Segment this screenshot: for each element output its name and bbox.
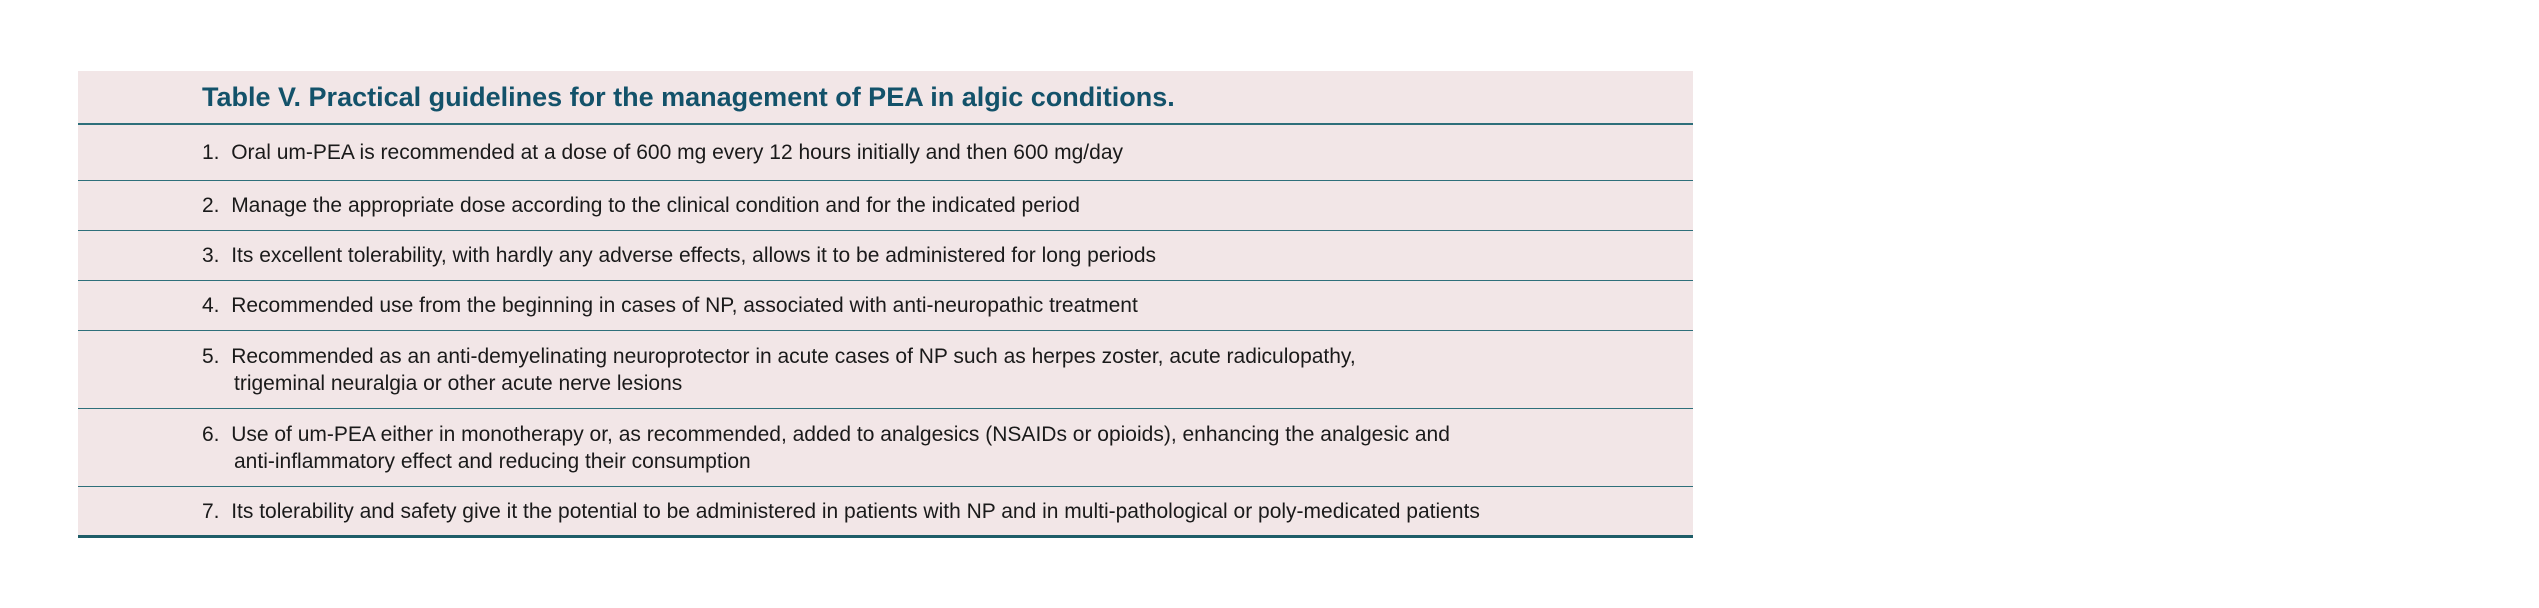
row-text bbox=[202, 139, 1123, 166]
row-line: Its excellent tolerability, with hardly any adverse effects, allows it to be administered for long periods bbox=[231, 244, 1157, 267]
row-line: Its tolerability and safety give it the potential to be administered in patients with NP and in multi-pathological or poly-medicated patients bbox=[231, 499, 1480, 523]
guidelines-table bbox=[78, 71, 1693, 538]
row-number: 2. bbox=[202, 194, 220, 217]
table-row bbox=[78, 281, 1693, 331]
row-line-continuation: trigeminal neuralgia or other acute nerve lesions bbox=[234, 371, 683, 395]
row-text bbox=[202, 192, 1080, 219]
row-number: 7. bbox=[202, 499, 220, 523]
row-text bbox=[202, 242, 1156, 269]
table-row bbox=[78, 487, 1693, 538]
table-row bbox=[78, 409, 1693, 487]
row-number: 4. bbox=[202, 294, 220, 317]
row-number: 6. bbox=[202, 422, 220, 446]
table-title: Table V. Practical guidelines for the management of PEA in algic conditions. bbox=[202, 81, 1175, 112]
row-text bbox=[202, 292, 1138, 319]
row-line: Oral um-PEA is recommended at a dose of 600 mg every 12 hours initially and then 600 mg/day bbox=[231, 141, 1124, 164]
row-line: Recommended use from the beginning in cases of NP, associated with anti-neuropathic treatment bbox=[231, 294, 1138, 317]
table-row bbox=[78, 125, 1693, 181]
row-line-continuation: anti-inflammatory effect and reducing their consumption bbox=[234, 449, 751, 473]
row-line: Use of um-PEA either in monotherapy or, as recommended, added to analgesics (NSAIDs or opioids), enhancing the analgesic and bbox=[231, 422, 1450, 446]
row-number: 3. bbox=[202, 244, 220, 267]
row-line: Manage the appropriate dose according to the clinical condition and for the indicated period bbox=[231, 194, 1080, 217]
table-row bbox=[78, 331, 1693, 409]
row-number: 5. bbox=[202, 344, 220, 368]
row-number: 1. bbox=[202, 141, 220, 164]
row-text bbox=[202, 343, 1356, 397]
table-row bbox=[78, 181, 1693, 231]
table-header bbox=[78, 71, 1693, 125]
row-line: Recommended as an anti-demyelinating neuroprotector in acute cases of NP such as herpes zoster, acute radiculopathy, bbox=[231, 344, 1356, 368]
row-text bbox=[202, 421, 1450, 475]
table-row bbox=[78, 231, 1693, 281]
row-text bbox=[202, 498, 1480, 525]
